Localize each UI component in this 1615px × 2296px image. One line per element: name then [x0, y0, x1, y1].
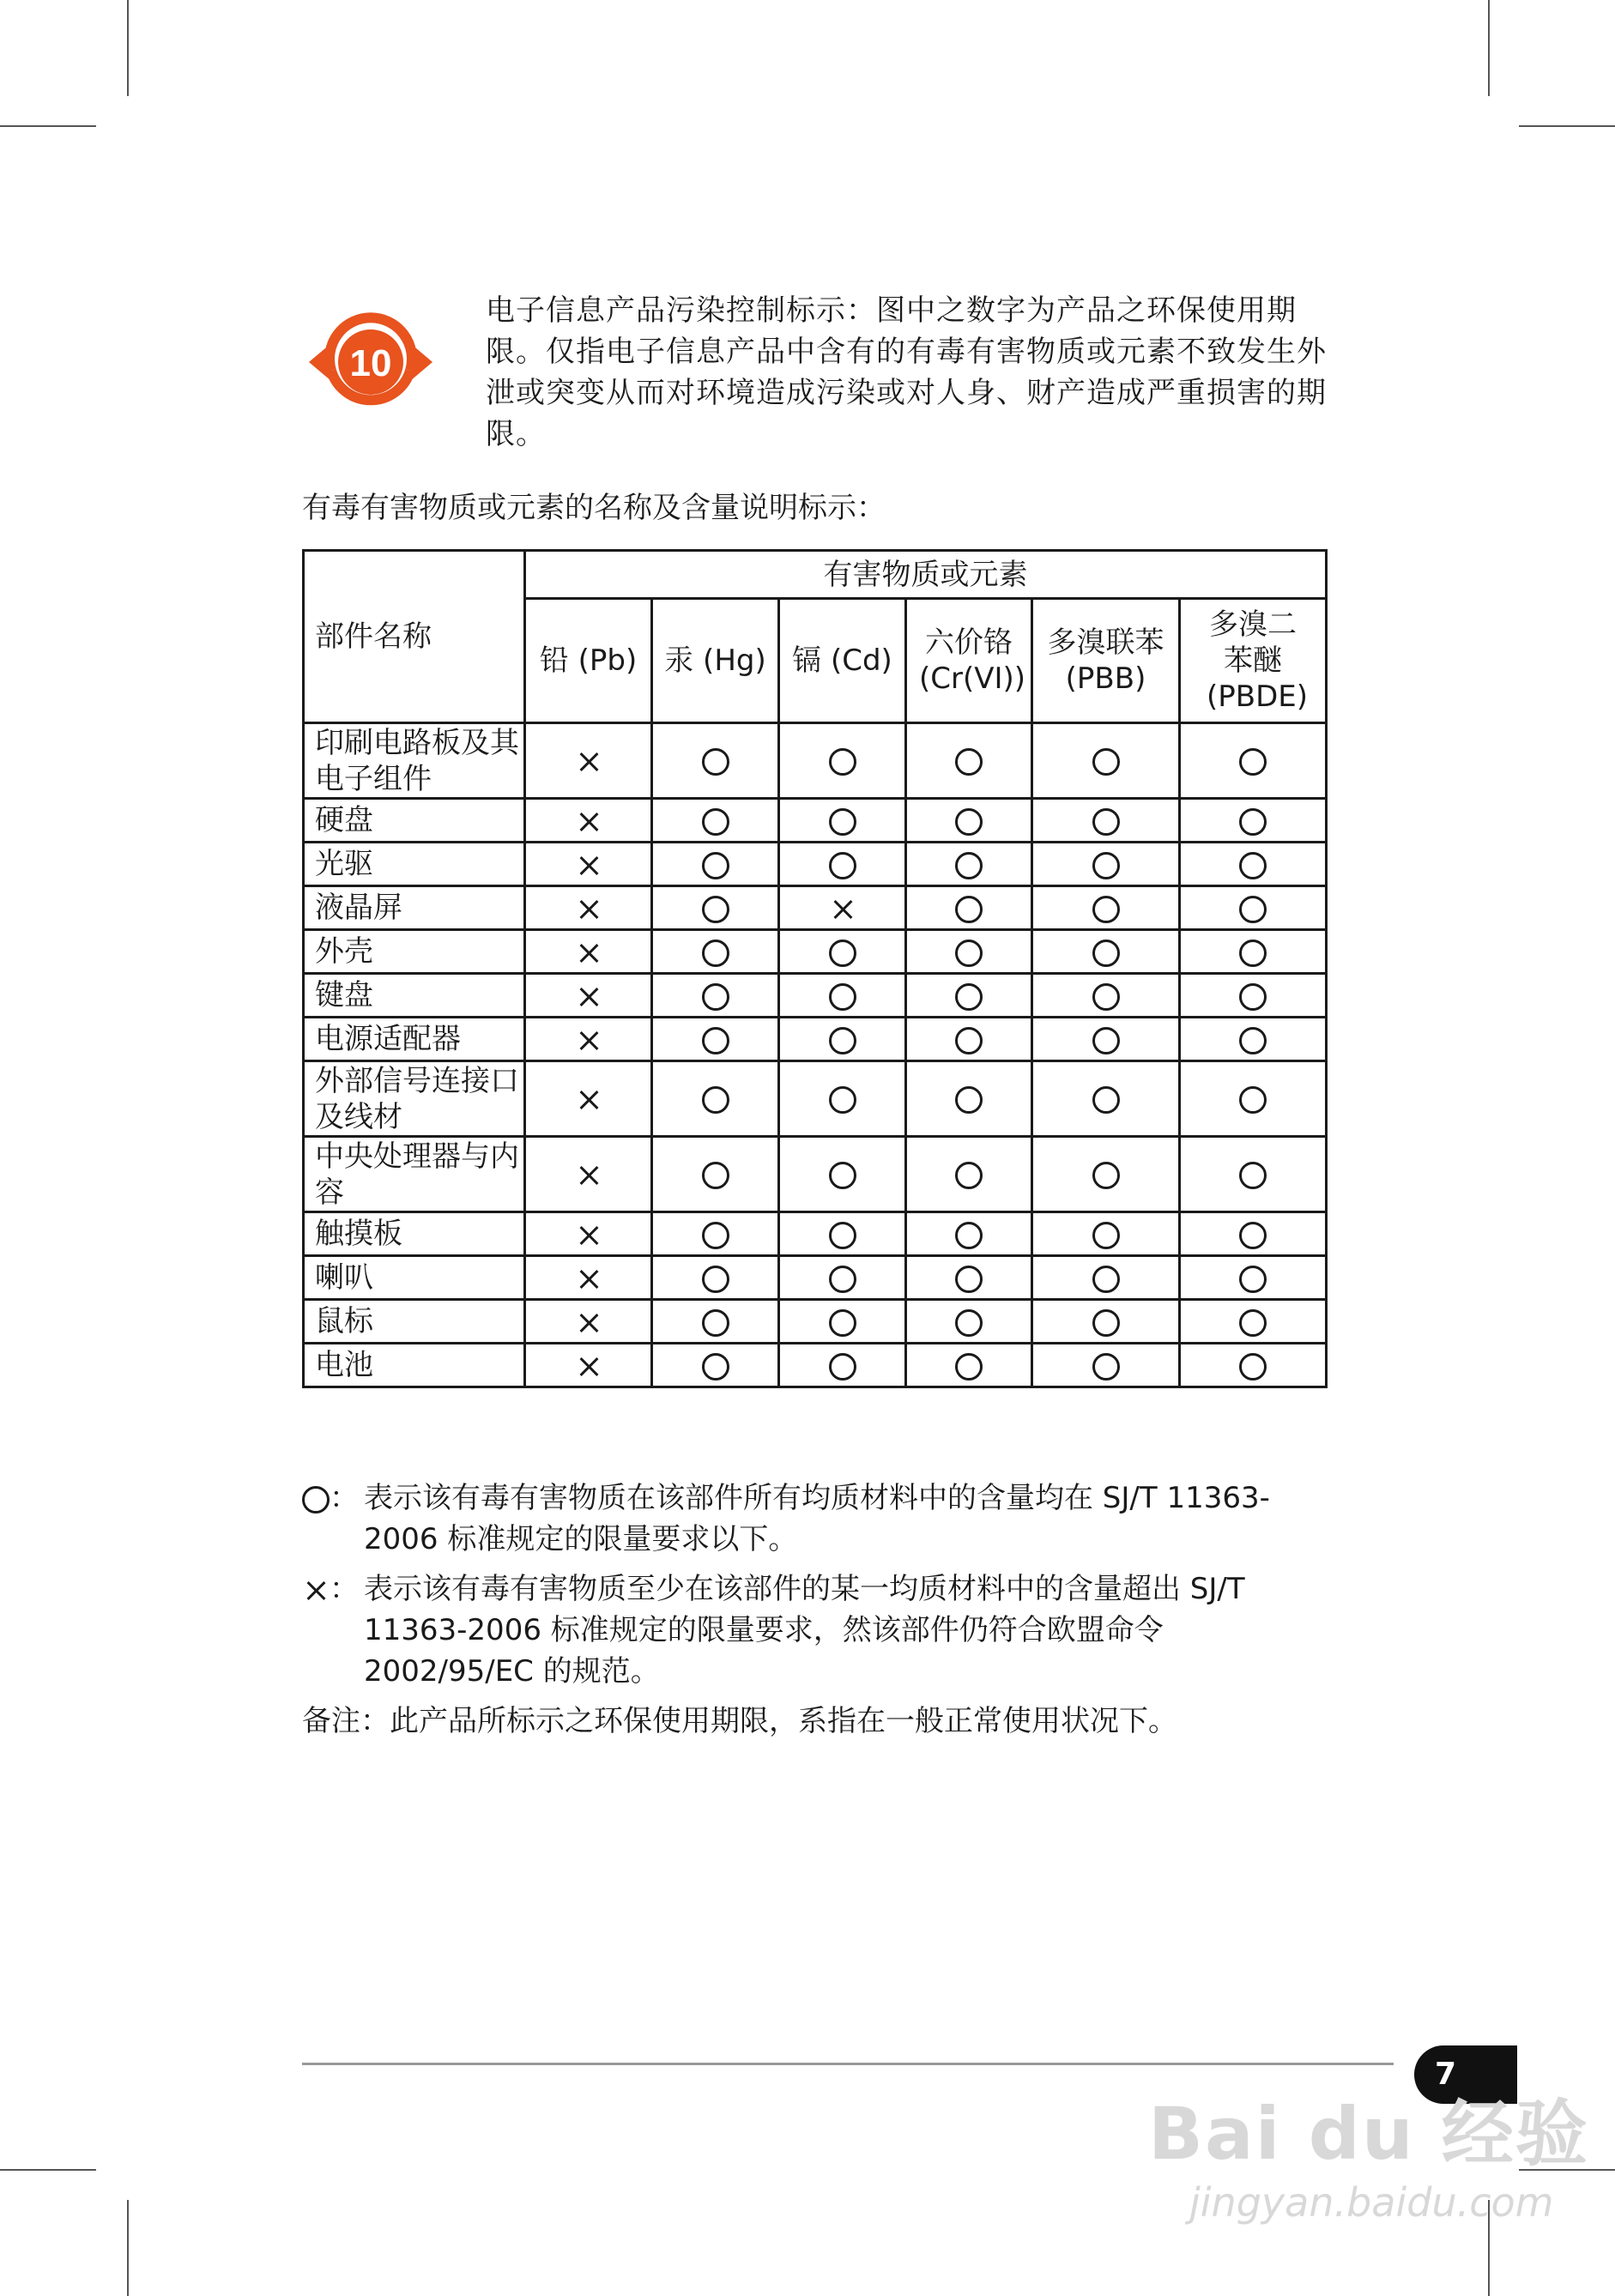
- table-row: [304, 723, 1327, 799]
- substance-mark-cell: [525, 974, 652, 1018]
- substance-mark-cell: [652, 799, 779, 843]
- substance-mark-cell: [906, 799, 1032, 843]
- substance-mark-cell: [525, 1061, 652, 1137]
- column-header: 多溴联苯 (PBB): [1032, 599, 1180, 723]
- substance-mark-cell: [906, 1018, 1032, 1061]
- part-name-cell: 鼠标: [304, 1300, 525, 1344]
- circle-mark-icon: [702, 1353, 729, 1381]
- substance-mark-cell: [1032, 843, 1180, 886]
- cross-mark-icon: [575, 1266, 602, 1293]
- substance-mark-cell: [779, 1212, 906, 1256]
- substance-mark-cell: [1180, 1256, 1327, 1300]
- circle-mark-icon: [702, 896, 729, 923]
- circle-mark-icon: [955, 852, 983, 879]
- table-row: [304, 1300, 1327, 1344]
- cross-mark-icon: [575, 748, 602, 776]
- circle-mark-icon: [829, 852, 856, 879]
- substance-mark-cell: [1032, 886, 1180, 930]
- circle-mark-icon: [1092, 1353, 1120, 1381]
- substance-mark-cell: [1032, 974, 1180, 1018]
- substance-mark-cell: [652, 974, 779, 1018]
- substance-mark-cell: [525, 1300, 652, 1344]
- column-header: 六价铬 (Cr(VI)): [906, 599, 1032, 723]
- circle-mark-icon: [829, 808, 856, 836]
- circle-mark-icon: [1239, 1266, 1267, 1293]
- efup-logo-number: 10: [349, 342, 392, 384]
- table-row: [304, 930, 1327, 974]
- circle-mark-icon: [829, 1222, 856, 1249]
- substance-mark-cell: [652, 1061, 779, 1137]
- note-circle: [302, 1477, 1328, 1560]
- substance-mark-cell: [906, 1061, 1032, 1137]
- substance-mark-cell: [779, 1256, 906, 1300]
- circle-mark-icon: [955, 940, 983, 967]
- substance-mark-cell: [906, 1344, 1032, 1387]
- column-header: 多溴二苯醚 (PBDE): [1180, 599, 1327, 723]
- watermark-url: jingyan.baidu.com: [1189, 2179, 1554, 2226]
- substance-mark-cell: [652, 843, 779, 886]
- table-row: [304, 799, 1327, 843]
- cross-mark-icon: [575, 940, 602, 967]
- circle-mark-icon: [1092, 1309, 1120, 1337]
- substance-mark-cell: [1180, 799, 1327, 843]
- circle-mark-icon: [702, 1266, 729, 1293]
- table-row: [304, 974, 1327, 1018]
- cross-mark-icon: [575, 1353, 602, 1381]
- part-name-cell: 光驱: [304, 843, 525, 886]
- substance-mark-cell: [1180, 1137, 1327, 1212]
- circle-mark-icon: [829, 983, 856, 1011]
- substance-mark-cell: [525, 930, 652, 974]
- circle-mark-icon: [702, 1309, 729, 1337]
- circle-mark-icon: [955, 1309, 983, 1337]
- substance-mark-cell: [906, 1137, 1032, 1212]
- circle-mark-icon: [1239, 1162, 1267, 1189]
- table-row: [304, 1018, 1327, 1061]
- circle-mark-icon: [1092, 1162, 1120, 1189]
- circle-mark-icon: [1092, 852, 1120, 879]
- substance-mark-cell: [525, 1137, 652, 1212]
- circle-mark-icon: [702, 940, 729, 967]
- crop-mark: [0, 125, 96, 127]
- part-name-cell: 电池: [304, 1344, 525, 1387]
- cross-mark-icon: [575, 1086, 602, 1114]
- cross-mark-icon: [575, 983, 602, 1011]
- substance-mark-cell: [1180, 886, 1327, 930]
- substance-mark-cell: [652, 723, 779, 799]
- part-name-cell: 触摸板: [304, 1212, 525, 1256]
- substance-mark-cell: [906, 886, 1032, 930]
- part-name-cell: 电源适配器: [304, 1018, 525, 1061]
- part-name-cell: 外部信号连接口及线材: [304, 1061, 525, 1137]
- crop-mark: [127, 0, 129, 96]
- part-name-cell: 液晶屏: [304, 886, 525, 930]
- substance-mark-cell: [652, 1212, 779, 1256]
- substance-mark-cell: [906, 1212, 1032, 1256]
- part-name-cell: 键盘: [304, 974, 525, 1018]
- circle-mark-icon: [1239, 1027, 1267, 1054]
- substance-mark-cell: [525, 1256, 652, 1300]
- circle-mark-icon: [1092, 1222, 1120, 1249]
- remark-text: 备注：此产品所标示之环保使用期限，系指在一般正常使用状况下。: [302, 1704, 1177, 1738]
- substance-mark-cell: [1032, 1344, 1180, 1387]
- watermark-logo: Bai du 经验: [1148, 2092, 1589, 2176]
- circle-mark-icon: [1092, 748, 1120, 776]
- substance-mark-cell: [779, 1018, 906, 1061]
- substance-mark-cell: [906, 843, 1032, 886]
- table-row: [304, 1256, 1327, 1300]
- column-header: 汞 (Hg): [652, 599, 779, 723]
- legend-notes: [302, 1477, 1328, 1742]
- circle-mark-icon: [1239, 1353, 1267, 1381]
- circle-mark-icon: [1092, 1027, 1120, 1054]
- substance-mark-cell: [652, 1300, 779, 1344]
- part-name-cell: 硬盘: [304, 799, 525, 843]
- circle-mark-icon: [955, 1353, 983, 1381]
- substance-mark-cell: [1180, 843, 1327, 886]
- circle-mark-icon: [702, 748, 729, 776]
- substance-mark-cell: [1180, 723, 1327, 799]
- circle-mark-icon: [1092, 1086, 1120, 1114]
- substance-mark-cell: [779, 843, 906, 886]
- circle-mark-icon: [955, 896, 983, 923]
- circle-mark-icon: [829, 1353, 856, 1381]
- substance-mark-cell: [1032, 799, 1180, 843]
- substance-mark-cell: [652, 1137, 779, 1212]
- efup-logo-icon: [302, 302, 439, 422]
- substance-mark-cell: [779, 1344, 906, 1387]
- substance-mark-cell: [1180, 930, 1327, 974]
- circle-legend-icon: ：: [302, 1477, 364, 1560]
- circle-mark-icon: [702, 1222, 729, 1249]
- circle-mark-icon: [955, 1162, 983, 1189]
- substance-mark-cell: [779, 974, 906, 1018]
- cross-mark-icon: [575, 808, 602, 836]
- substance-mark-cell: [1032, 1300, 1180, 1344]
- substance-mark-cell: [652, 886, 779, 930]
- circle-mark-icon: [1092, 983, 1120, 1011]
- cross-mark-icon: [575, 1309, 602, 1337]
- circle-mark-icon: [829, 748, 856, 776]
- substance-mark-cell: [779, 886, 906, 930]
- circle-mark-icon: [1239, 940, 1267, 967]
- circle-mark-icon: [1239, 896, 1267, 923]
- table-row: [304, 843, 1327, 886]
- circle-mark-icon: [955, 1086, 983, 1114]
- substance-mark-cell: [906, 1256, 1032, 1300]
- crop-mark: [127, 2200, 129, 2296]
- substance-mark-cell: [525, 1018, 652, 1061]
- substance-mark-cell: [1180, 1061, 1327, 1137]
- circle-mark-icon: [955, 808, 983, 836]
- circle-mark-icon: [829, 1086, 856, 1114]
- cross-mark-icon: [575, 1027, 602, 1054]
- substance-mark-cell: [779, 723, 906, 799]
- page-number: 7: [1414, 2045, 1517, 2104]
- circle-mark-icon: [702, 1162, 729, 1189]
- circle-mark-icon: [1239, 748, 1267, 776]
- table-row: [304, 1344, 1327, 1387]
- circle-mark-icon: [702, 808, 729, 836]
- circle-mark-icon: [1239, 808, 1267, 836]
- circle-mark-icon: [829, 1266, 856, 1293]
- substance-mark-cell: [779, 799, 906, 843]
- table-row: [304, 886, 1327, 930]
- circle-mark-icon: [1239, 852, 1267, 879]
- circle-mark-icon: [955, 1266, 983, 1293]
- substance-mark-cell: [906, 930, 1032, 974]
- table-row: [304, 1212, 1327, 1256]
- circle-mark-icon: [829, 1309, 856, 1337]
- substance-mark-cell: [1032, 1061, 1180, 1137]
- substance-mark-cell: [906, 723, 1032, 799]
- circle-mark-icon: [829, 1027, 856, 1054]
- substance-mark-cell: [1032, 1256, 1180, 1300]
- substance-mark-cell: [779, 1300, 906, 1344]
- substance-mark-cell: [1180, 1344, 1327, 1387]
- part-name-header: 部件名称: [304, 551, 525, 723]
- substance-mark-cell: [906, 1300, 1032, 1344]
- cross-mark-icon: [575, 852, 602, 879]
- cross-mark-icon: [829, 896, 856, 923]
- crop-mark: [1519, 125, 1615, 127]
- part-name-cell: 中央处理器与内容: [304, 1137, 525, 1212]
- circle-mark-icon: [829, 1162, 856, 1189]
- substance-mark-cell: [779, 930, 906, 974]
- crop-mark: [1488, 0, 1490, 96]
- circle-mark-icon: [702, 1086, 729, 1114]
- footer-divider: [302, 2063, 1394, 2065]
- circle-mark-icon: [1239, 1309, 1267, 1337]
- substance-mark-cell: [525, 843, 652, 886]
- substance-mark-cell: [652, 1018, 779, 1061]
- circle-mark-icon: [955, 748, 983, 776]
- part-name-cell: 印刷电路板及其电子组件: [304, 723, 525, 799]
- substance-mark-cell: [525, 723, 652, 799]
- circle-mark-icon: [955, 1222, 983, 1249]
- substance-mark-cell: [1180, 1212, 1327, 1256]
- substance-mark-cell: [652, 1344, 779, 1387]
- circle-mark-icon: [702, 852, 729, 879]
- substance-mark-cell: [906, 974, 1032, 1018]
- substance-mark-cell: [525, 799, 652, 843]
- substance-mark-cell: [1032, 1137, 1180, 1212]
- substance-mark-cell: [652, 930, 779, 974]
- column-header: 铅 (Pb): [525, 599, 652, 723]
- substance-mark-cell: [1032, 1018, 1180, 1061]
- substance-mark-cell: [1032, 930, 1180, 974]
- substance-mark-cell: [1180, 1018, 1327, 1061]
- substance-mark-cell: [779, 1137, 906, 1212]
- circle-mark-icon: [829, 940, 856, 967]
- column-header: 镉 (Cd): [779, 599, 906, 723]
- substance-mark-cell: [525, 1212, 652, 1256]
- substance-group-header: 有害物质或元素: [525, 551, 1327, 599]
- substance-mark-cell: [1180, 1300, 1327, 1344]
- table-row: [304, 1137, 1327, 1212]
- circle-mark-icon: [955, 983, 983, 1011]
- substance-mark-cell: [1180, 974, 1327, 1018]
- substance-mark-cell: [779, 1061, 906, 1137]
- note-cross-text: 表示该有毒有害物质至少在该部件的某一均质材料中的含量超出 SJ/T 11363-2006 标准规定的限量要求，然该部件仍符合欧盟命令 2002/95/EC 的规范。: [364, 1572, 1245, 1689]
- circle-mark-icon: [1092, 1266, 1120, 1293]
- cross-legend-icon: ：: [302, 1568, 364, 1692]
- hazardous-substance-table: [302, 549, 1328, 1388]
- circle-mark-icon: [702, 983, 729, 1011]
- circle-mark-icon: [1239, 1222, 1267, 1249]
- circle-mark-icon: [1239, 1086, 1267, 1114]
- table-row: [304, 1061, 1327, 1137]
- circle-mark-icon: [1092, 940, 1120, 967]
- crop-mark: [0, 2169, 96, 2171]
- substance-mark-cell: [1032, 1212, 1180, 1256]
- circle-mark-icon: [955, 1027, 983, 1054]
- circle-mark-icon: [1092, 808, 1120, 836]
- part-name-cell: 喇叭: [304, 1256, 525, 1300]
- note-cross: [302, 1568, 1328, 1692]
- cross-mark-icon: [575, 1222, 602, 1249]
- substance-mark-cell: [652, 1256, 779, 1300]
- substance-mark-cell: [525, 1344, 652, 1387]
- circle-mark-icon: [1092, 896, 1120, 923]
- cross-mark-icon: [575, 896, 602, 923]
- part-name-cell: 外壳: [304, 930, 525, 974]
- cross-mark-icon: [575, 1162, 602, 1189]
- circle-mark-icon: [1239, 983, 1267, 1011]
- substance-mark-cell: [525, 886, 652, 930]
- substance-mark-cell: [1032, 723, 1180, 799]
- table-caption: 有毒有害物质或元素的名称及含量说明标示：: [302, 491, 886, 525]
- note-circle-text: 表示该有毒有害物质在该部件所有均质材料中的含量均在 SJ/T 11363-2006 标准规定的限量要求以下。: [364, 1481, 1270, 1556]
- intro-paragraph: 电子信息产品污染控制标示：图中之数字为产品之环保使用期限。仅指电子信息产品中含有的有毒有害物质或元素不致发生外泄或突变从而对环境造成污染或对人身、财产造成严重损害的期限。: [486, 293, 1327, 451]
- circle-mark-icon: [702, 1027, 729, 1054]
